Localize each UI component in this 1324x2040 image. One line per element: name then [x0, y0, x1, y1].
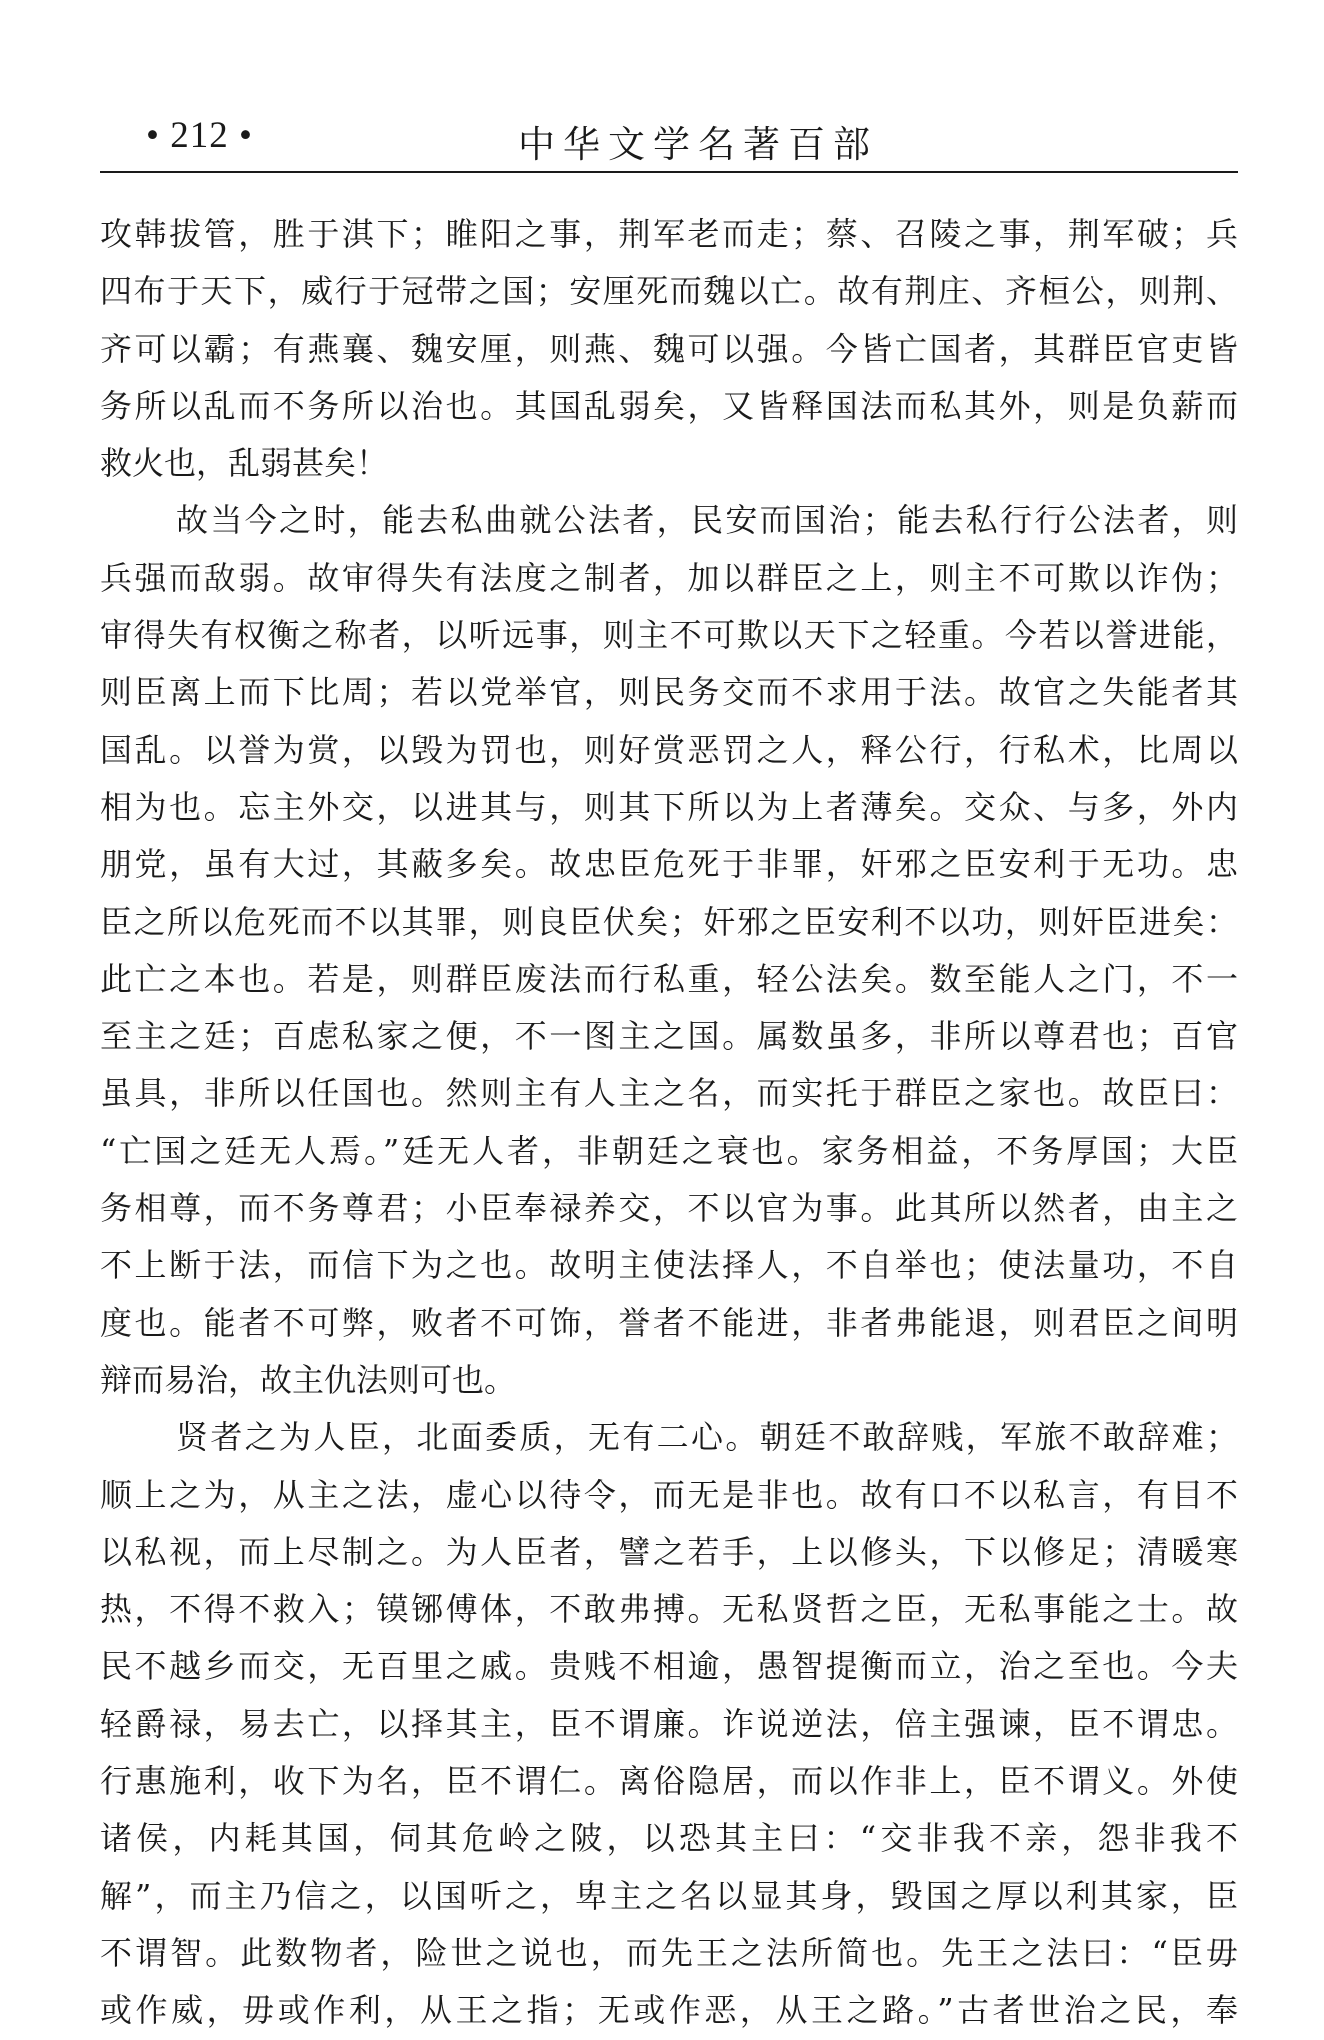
text-line: 齐可以霸；有燕襄、魏安厘，则燕、魏可以强。今皆亡国者，其群臣官吏皆	[100, 329, 1238, 368]
running-title: 中华文学名著百部	[518, 123, 878, 166]
text-line: 务所以乱而不务所以治也。其国乱弱矣，又皆释国法而私其外，则是负薪而	[100, 386, 1238, 425]
text-line: 务相尊，而不务尊君；小臣奉禄养交，不以官为事。此其所以然者，由主之	[100, 1189, 1238, 1228]
text-line: “亡国之廷无人焉。”廷无人者，非朝廷之衰也。家务相益，不务厚国；大臣	[100, 1131, 1238, 1170]
text-line: 不谓智。此数物者，险世之说也，而先王之法所简也。先王之法曰：“臣毋	[100, 1933, 1238, 1972]
text-line: 不上断于法，而信下为之也。故明主使法择人，不自举也；使法量功，不自	[100, 1246, 1238, 1285]
text-line: 四布于天下，威行于冠带之国；安厘死而魏以亡。故有荆庄、齐桓公，则荆、	[100, 272, 1238, 311]
text-line: 则臣离上而下比周；若以党举官，则民务交而不求用于法。故官之失能者其	[100, 673, 1238, 712]
text-line: 虽具，非所以任国也。然则主有人主之名，而实托于群臣之家也。故臣曰：	[100, 1074, 1238, 1113]
text-line: 攻韩拔管，胜于淇下；睢阳之事，荆军老而走；蔡、召陵之事，荆军破；兵	[100, 215, 1238, 253]
body-text	[100, 206, 1238, 2040]
text-line: 至主之廷；百虑私家之便，不一图主之国。属数虽多，非所以尊君也；百官	[100, 1017, 1238, 1056]
text-line: 或作威，毋或作利，从王之指；无或作恶，从王之路。”古者世治之民，奉	[100, 1991, 1238, 2030]
text-line: 此亡之本也。若是，则群臣废法而行私重，轻公法矣。数至能人之门，不一	[100, 959, 1238, 998]
text-line: 热，不得不救入；镆铘傅体，不敢弗搏。无私贤哲之臣，无私事能之士。故	[100, 1590, 1238, 1629]
text-line: 臣之所以危死而不以其罪，则良臣伏矣；奸邪之臣安利不以功，则奸臣进矣：	[100, 902, 1238, 941]
paragraph-start-line: 贤者之为人臣，北面委质，无有二心。朝廷不敢辞贱，军旅不敢辞难；	[176, 1418, 1238, 1457]
text-line: 以私视，而上尽制之。为人臣者，譬之若手，上以修头，下以修足；清暖寒	[100, 1532, 1238, 1571]
page-header	[100, 110, 1238, 170]
text-line: 轻爵禄，易去亡，以择其主，臣不谓廉。诈说逆法，倍主强谏，臣不谓忠。	[100, 1704, 1238, 1743]
text-line: 诸侯，内耗其国，伺其危岭之陂，以恐其主曰：“交非我不亲，怨非我不	[100, 1819, 1238, 1858]
header-rule	[100, 171, 1238, 173]
page-number: • 212 •	[146, 115, 253, 156]
text-line: 顺上之为，从主之法，虚心以待令，而无是非也。故有口不以私言，有目不	[100, 1475, 1238, 1514]
text-line: 救火也，乱弱甚矣！	[100, 444, 389, 483]
text-line: 兵强而敌弱。故审得失有法度之制者，加以群臣之上，则主不可欺以诈伪；	[100, 558, 1238, 597]
text-line: 民不越乡而交，无百里之戚。贵贱不相逾，愚智提衡而立，治之至也。今夫	[100, 1647, 1238, 1686]
text-line: 国乱。以誉为赏，以毁为罚也，则好赏恶罚之人，释公行，行私术，比周以	[100, 730, 1238, 769]
text-line: 审得失有权衡之称者，以听远事，则主不可欺以天下之轻重。今若以誉进能，	[100, 616, 1238, 655]
text-line: 朋党，虽有大过，其蔽多矣。故忠臣危死于非罪，奸邪之臣安利于无功。忠	[100, 845, 1238, 884]
text-line: 行惠施利，收下为名，臣不谓仁。离俗隐居，而以作非上，臣不谓义。外使	[100, 1762, 1238, 1801]
paragraph-start-line: 故当今之时，能去私曲就公法者，民安而国治；能去私行行公法者，则	[176, 501, 1238, 540]
text-line: 解”，而主乃信之，以国听之，卑主之名以显其身，毁国之厚以利其家，臣	[100, 1876, 1238, 1915]
text-line: 度也。能者不可弊，败者不可饰，誉者不能进，非者弗能退，则君臣之间明	[100, 1303, 1238, 1342]
text-line: 辩而易治，故主仇法则可也。	[100, 1360, 517, 1399]
text-line: 相为也。忘主外交，以进其与，则其下所以为上者薄矣。交众、与多，外内	[100, 787, 1238, 826]
